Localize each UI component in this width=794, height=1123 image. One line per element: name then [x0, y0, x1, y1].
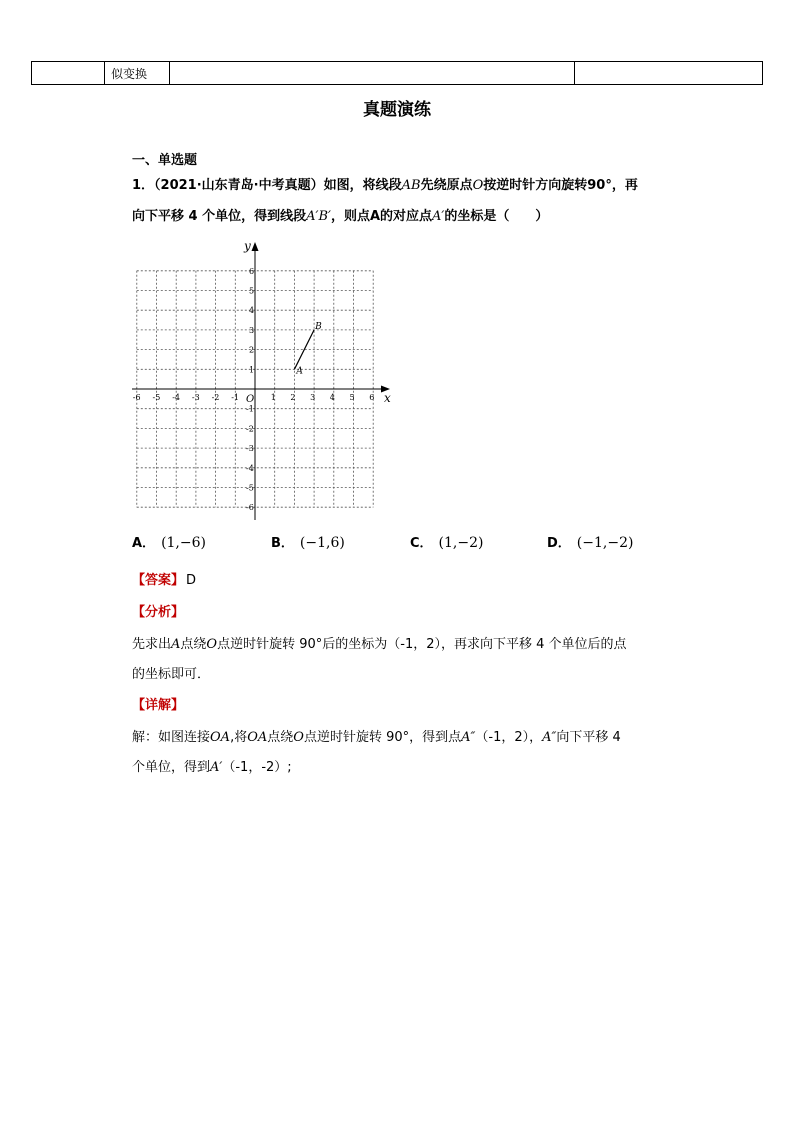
- x-tick-label: 5: [349, 393, 355, 402]
- origin-symbol: O: [472, 178, 484, 193]
- text: 向下平移 4: [556, 730, 621, 745]
- option-value: (1,−2): [438, 535, 484, 551]
- text: OA: [247, 730, 268, 745]
- header-cell-2: 似变换: [105, 62, 170, 85]
- question-line-2: [132, 205, 548, 224]
- header-cell-3: [170, 62, 575, 85]
- text: OA: [210, 730, 231, 745]
- y-tick-label: -5: [246, 483, 254, 493]
- y-axis-label: y: [244, 239, 251, 253]
- segment-ab: AB: [401, 178, 421, 193]
- text: （-1，-2）;: [222, 760, 292, 775]
- question-number: 1．: [132, 178, 155, 193]
- y-tick-label: -1: [246, 404, 254, 414]
- y-tick-label: 2: [249, 345, 255, 355]
- point-a-prime: A′: [432, 209, 445, 224]
- text: A″: [461, 730, 476, 745]
- text: A′: [210, 760, 223, 775]
- detail-heading: 【详解】: [132, 698, 185, 713]
- text: 个单位，得到: [132, 760, 211, 775]
- origin-label: O: [246, 394, 255, 405]
- text: 点绕: [267, 730, 294, 745]
- question-text: ，则点A的对应点: [330, 209, 433, 224]
- point-b-label: B: [315, 321, 322, 332]
- point-a-label: A: [296, 366, 303, 377]
- detail-line-1: [132, 726, 621, 745]
- section-heading: 一、单选题: [132, 153, 198, 168]
- text: A″: [542, 730, 557, 745]
- analysis-label: 分析: [145, 605, 172, 620]
- page-title: 真题演练: [363, 100, 431, 120]
- text: 点绕: [180, 637, 207, 652]
- question-text: 按逆时针方向旋转90°，再: [483, 178, 638, 193]
- header-cell-1: [32, 62, 105, 85]
- text: 点逆时针旋转 90°后的坐标为（-1，2），再求向下平移 4 个单位后的点: [217, 637, 627, 652]
- y-tick-label: -4: [246, 463, 254, 473]
- y-tick-label: 6: [249, 266, 255, 276]
- x-tick-label: 4: [329, 393, 335, 402]
- x-tick-label: 1: [270, 393, 276, 402]
- option-d[interactable]: [547, 532, 633, 551]
- y-axis-arrow: [252, 242, 259, 251]
- y-tick-label: 1: [249, 365, 255, 375]
- question-text: 向下平移 4 个单位，得到线段: [132, 209, 307, 224]
- header-cell-4: [575, 62, 763, 85]
- x-axis-label: x: [384, 391, 391, 405]
- text: O: [206, 637, 218, 652]
- analysis-heading: 【分析】: [132, 605, 185, 620]
- option-value: (1,−6): [161, 535, 206, 551]
- x-tick-label: 2: [290, 393, 296, 402]
- text: 解：如图连接: [132, 730, 211, 745]
- y-tick-label: 3: [249, 325, 255, 335]
- y-tick-label: 4: [249, 306, 255, 316]
- y-tick-label: -2: [246, 424, 254, 434]
- x-tick-label: -4: [172, 393, 180, 402]
- question-source: （2021·山东青岛·中考真题）: [154, 178, 324, 193]
- analysis-line-2: 的坐标即可．: [132, 667, 211, 682]
- option-letter: B．: [271, 536, 294, 551]
- answer-label: 答案: [145, 573, 172, 588]
- option-b[interactable]: [271, 532, 345, 551]
- header-table: [31, 61, 763, 85]
- text: A: [171, 637, 181, 652]
- segment-ab-prime: A′B′: [306, 209, 331, 224]
- x-tick-label: -1: [231, 393, 240, 402]
- x-tick-label: 3: [310, 393, 316, 402]
- x-tick-label: -3: [191, 393, 200, 402]
- analysis-line-1: [132, 633, 627, 652]
- text: O: [293, 730, 304, 745]
- x-tick-label: -5: [152, 393, 161, 402]
- text: ,将: [230, 730, 248, 745]
- text: （-1，2），: [475, 730, 543, 745]
- text: 点逆时针旋转 90°，得到点: [303, 730, 462, 745]
- x-tick-label: -6: [132, 393, 141, 402]
- question-text: 如图，将线段: [323, 178, 402, 193]
- x-tick-label: -2: [211, 393, 220, 402]
- question-line-1: [132, 174, 638, 193]
- question-text: 先绕原点: [420, 178, 473, 193]
- y-tick-label: -3: [246, 444, 254, 454]
- option-letter: D．: [547, 536, 571, 551]
- option-value: (−1,6): [299, 535, 345, 551]
- text: 先求出: [132, 637, 172, 652]
- question-text: 的坐标是（ ）: [444, 209, 549, 224]
- x-tick-label: 6: [369, 393, 375, 402]
- option-letter: A．: [132, 536, 156, 551]
- answer-row: 【答案】 D: [132, 573, 197, 588]
- answer-value: D: [186, 573, 197, 588]
- detail-label: 详解: [145, 698, 172, 713]
- option-value: (−1,−2): [576, 535, 634, 551]
- coordinate-graph: [128, 236, 398, 526]
- option-c[interactable]: [410, 532, 483, 551]
- axes: [132, 242, 390, 520]
- y-tick-label: 5: [249, 286, 255, 296]
- option-letter: C．: [410, 536, 433, 551]
- option-a[interactable]: [132, 532, 206, 551]
- detail-line-2: [132, 756, 292, 775]
- y-tick-label: -6: [246, 503, 254, 513]
